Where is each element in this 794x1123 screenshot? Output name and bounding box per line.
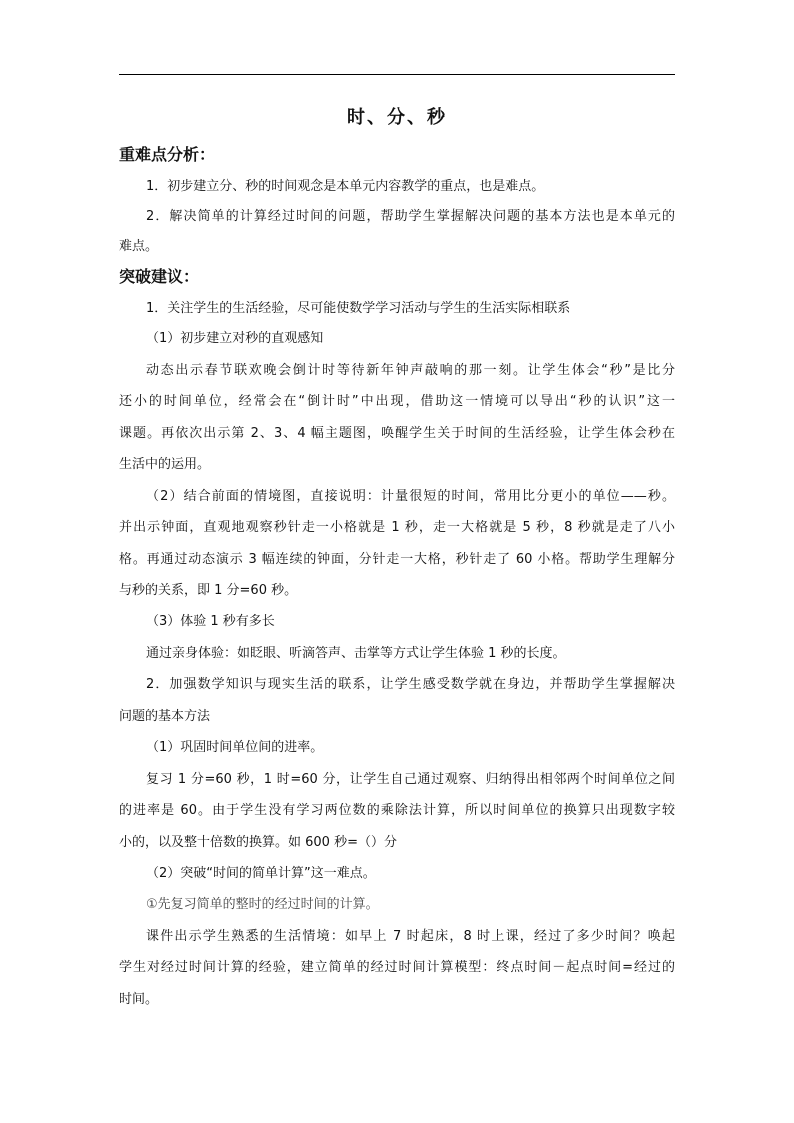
section-heading-analysis: 重难点分析：: [119, 145, 216, 164]
suggestion-line: 动态出示春节联欢晚会倒计时等待新年钟声敲响的那一刻。让学生体会“秒”是比分: [146, 363, 675, 378]
header-rule: [119, 74, 675, 75]
suggestion-line: 课题。再依次出示第 2、3、4 幅主题图，唤醒学生关于时间的生活经验，让学生体会秒在: [119, 426, 675, 441]
suggestion-line: 1．关注学生的生活经验，尽可能使数学学习活动与学生的生活实际相联系: [146, 301, 571, 316]
suggestion-line: 的进率是 60。由于学生没有学习两位数的乘除法计算，所以时间单位的换算只出现数字较: [119, 803, 675, 818]
suggestion-line: （3）体验 1 秒有多长: [146, 614, 275, 629]
suggestion-line: ①先复习简单的整时的经过时间的计算。: [146, 897, 379, 912]
suggestion-line: 与秒的关系，即 1 分=60 秒。: [119, 583, 298, 598]
suggestion-line: （2）突破“时间的简单计算”这一难点。: [146, 866, 376, 881]
suggestion-line: （2）结合前面的情境图，直接说明：计量很短的时间，常用比分更小的单位——秒。: [146, 489, 675, 504]
page-title: 时、分、秒: [347, 107, 447, 128]
suggestion-line: 学生对经过时间计算的经验，建立简单的经过时间计算模型：终点时间－起点时间=经过的: [119, 960, 675, 975]
suggestion-line: 课件出示学生熟悉的生活情境：如早上 7 时起床，8 时上课，经过了多少时间？唤起: [146, 929, 675, 944]
section-heading-suggestion: 突破建议：: [119, 267, 200, 286]
suggestion-line: 格。再通过动态演示 3 幅连续的钟面，分针走一大格，秒针走了 60 小格。帮助学生理解分: [119, 552, 675, 567]
suggestion-line: 小的，以及整十倍数的换算。如 600 秒=（）分: [119, 835, 397, 850]
analysis-line: 2．解决简单的计算经过时间的问题，帮助学生掌握解决问题的基本方法也是本单元的: [146, 209, 675, 224]
suggestion-line: 时间。: [119, 992, 159, 1007]
analysis-line: 难点。: [119, 239, 159, 254]
suggestion-line: 复习 1 分=60 秒，1 时=60 分，让学生自己通过观察、归纳得出相邻两个时间单位之间: [146, 772, 675, 787]
suggestion-line: 并出示钟面，直观地观察秒针走一小格就是 1 秒，走一大格就是 5 秒，8 秒就是走了八小: [119, 520, 675, 535]
suggestion-line: 2．加强数学知识与现实生活的联系，让学生感受数学就在身边，并帮助学生掌握解决: [146, 677, 675, 692]
analysis-line: 1．初步建立分、秒的时间观念是本单元内容教学的重点，也是难点。: [146, 179, 545, 194]
suggestion-line: 还小的时间单位，经常会在“倒计时”中出现，借助这一情境可以导出“秒的认识”这一: [119, 394, 675, 409]
suggestion-line: （1）巩固时间单位间的进率。: [146, 740, 324, 755]
suggestion-line: （1）初步建立对秒的直观感知: [146, 331, 324, 346]
suggestion-line: 生活中的运用。: [119, 457, 211, 472]
suggestion-line: 通过亲身体验：如眨眼、听滴答声、击掌等方式让学生体验 1 秒的长度。: [146, 646, 566, 661]
suggestion-line: 问题的基本方法: [119, 709, 211, 724]
